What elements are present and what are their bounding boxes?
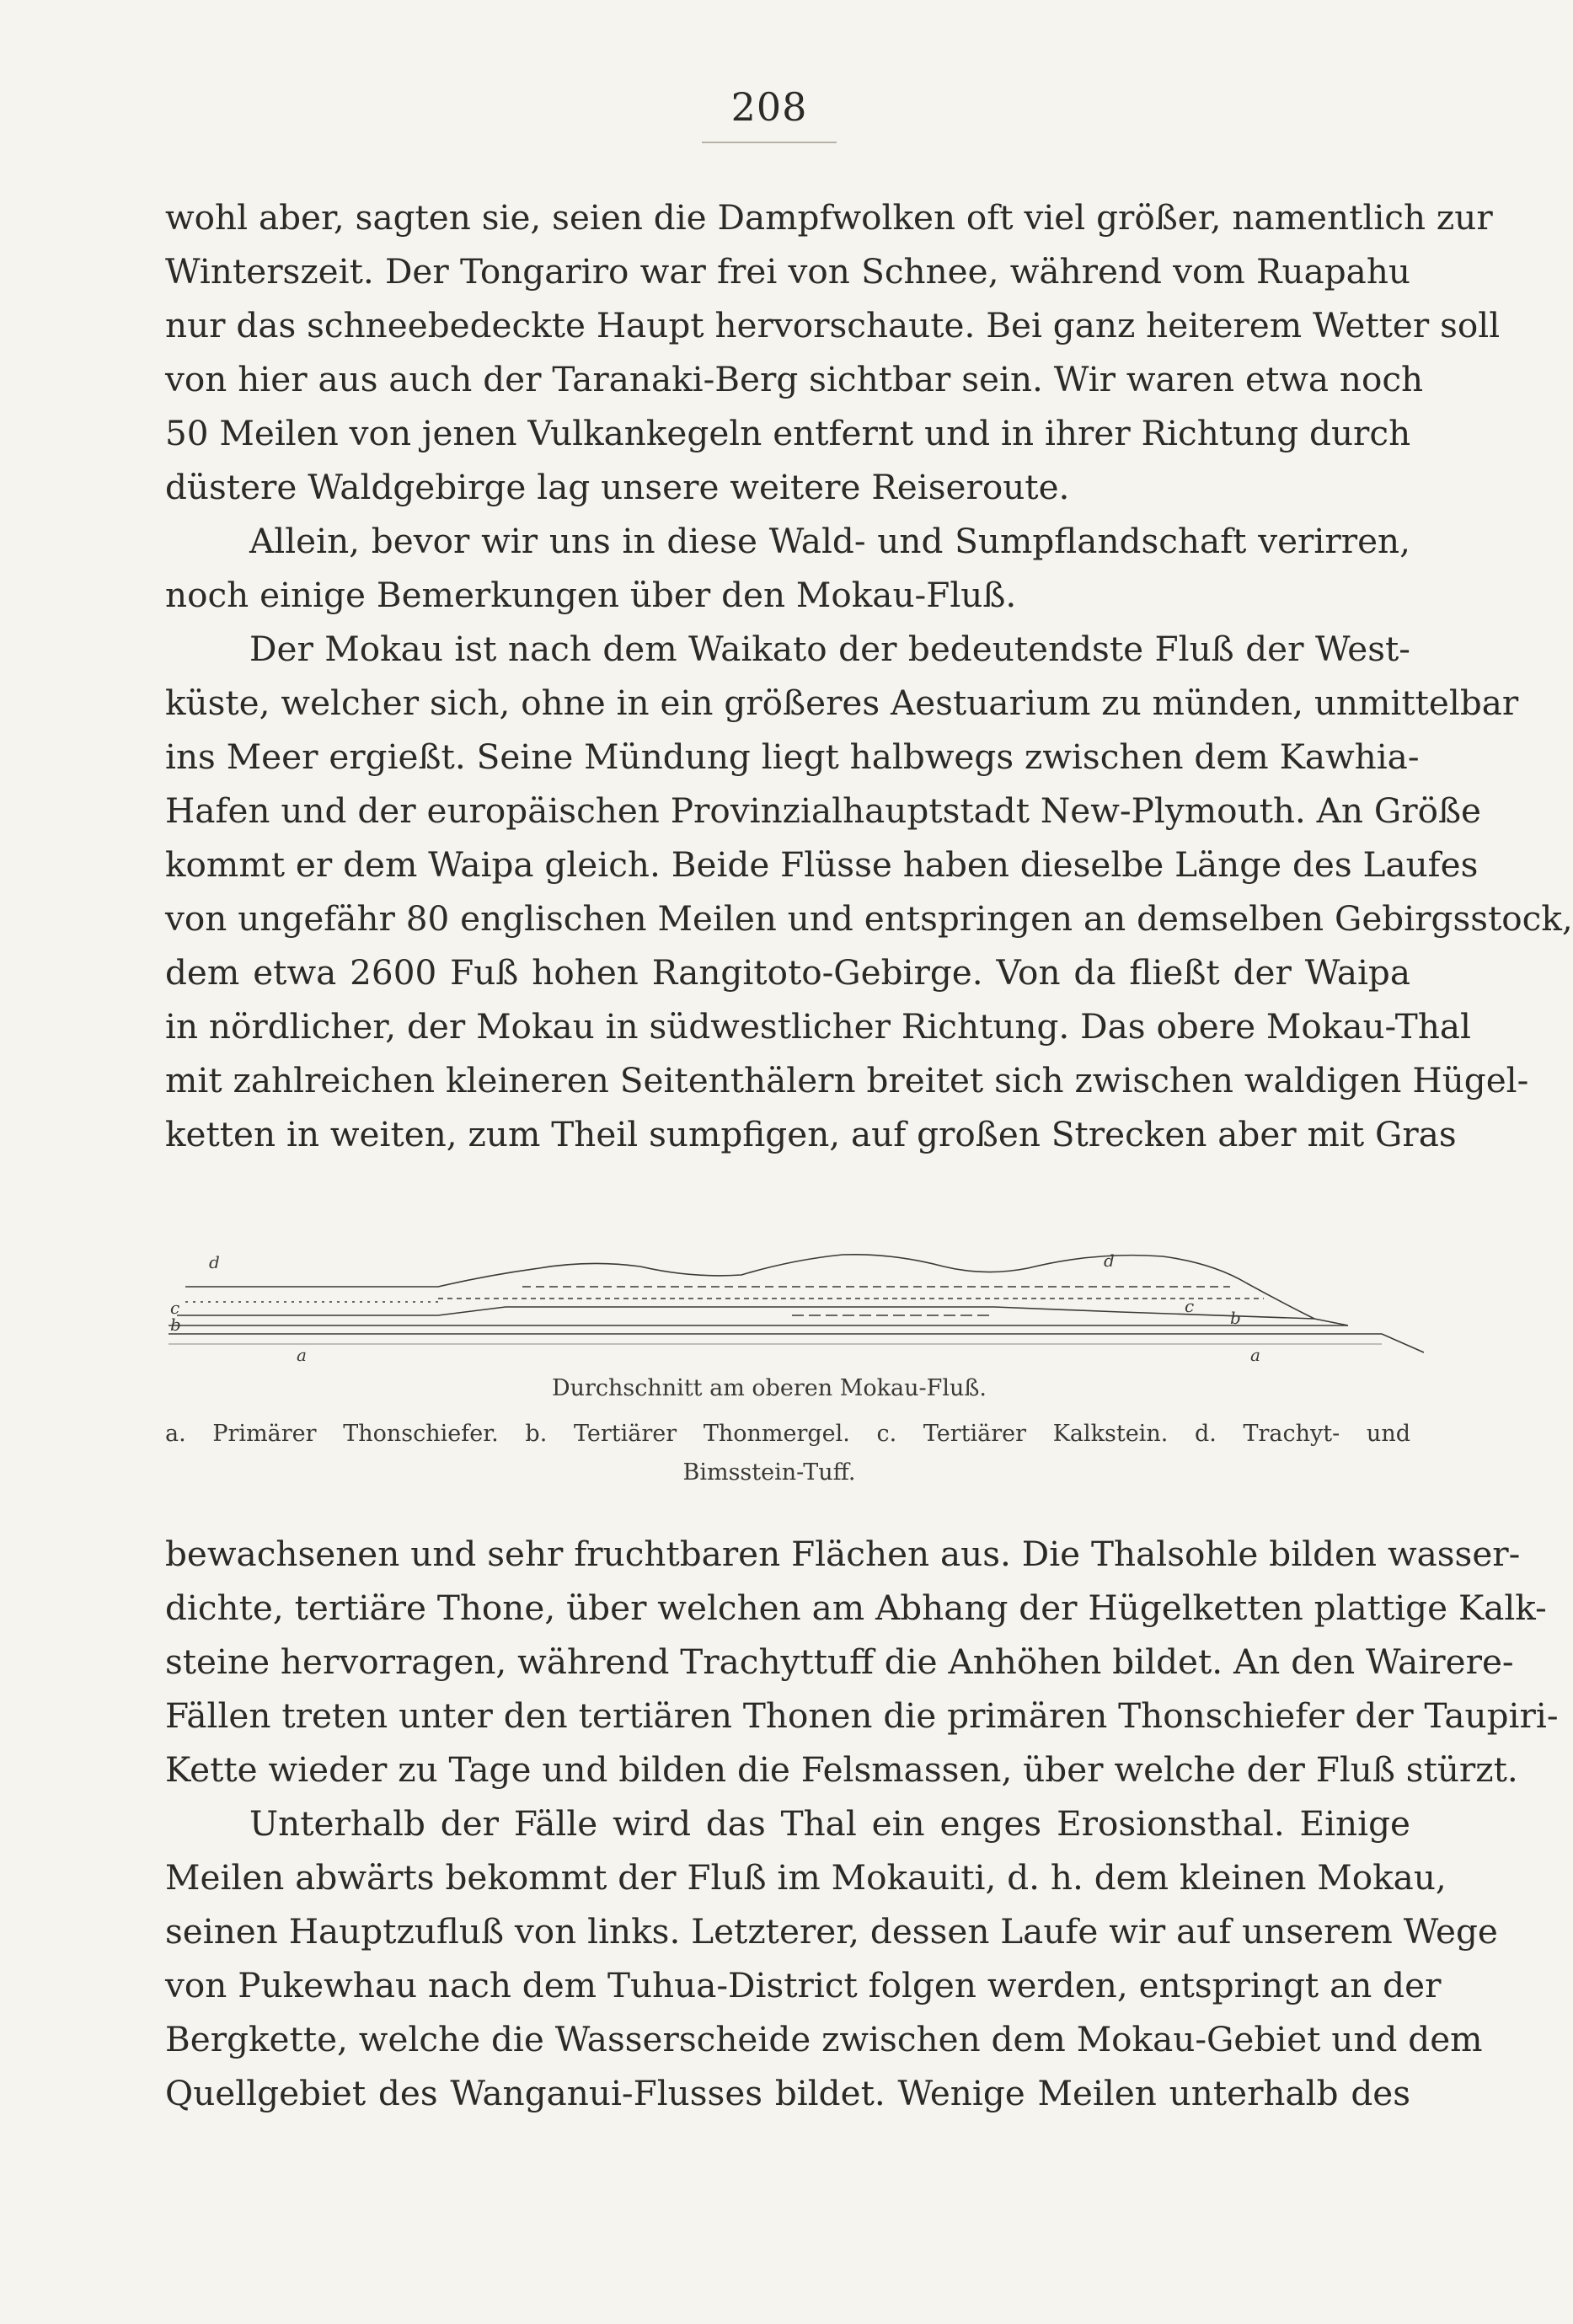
label-c-right: c	[1185, 1296, 1195, 1316]
geological-cross-section	[152, 1234, 1424, 1382]
text-line: in nördlicher, der Mokau in südwestlicher Richtung. Das obere Mokau-Thal	[165, 1006, 1471, 1047]
text-line: Quellgebiet des Wanganui-Flusses bildet. Wenige Meilen unterhalb des	[165, 2073, 1410, 2113]
text-line: wohl aber, sagten sie, seien die Dampfwolken oft viel größer, namentlich zur	[165, 197, 1493, 238]
text-line: Fällen treten unter den tertiären Thonen die primären Thonschiefer der Taupiri-	[165, 1695, 1559, 1736]
text-block-top	[165, 190, 1573, 1161]
label-d-left: d	[209, 1252, 220, 1272]
text-line: Der Mokau ist nach dem Waikato der bedeutendste Fluß der West-	[249, 629, 1410, 669]
text-line: ins Meer ergießt. Seine Mündung liegt halbwegs zwischen dem Kawhia-	[165, 736, 1420, 777]
text-line: von ungefähr 80 englischen Meilen und entspringen an demselben Gebirgsstock,	[165, 898, 1573, 939]
text-line: kommt er dem Waipa gleich. Beide Flüsse haben dieselbe Länge des Laufes	[165, 844, 1479, 885]
label-d-right: d	[1104, 1250, 1115, 1271]
figure-title: Durchschnitt am oberen Mokau-Fluß.	[551, 1375, 987, 1401]
text-line: dichte, tertiäre Thone, über welchen am Abhang der Hügelketten plattige Kalk-	[165, 1588, 1547, 1628]
text-line: Kette wieder zu Tage und bilden die Felsmassen, über welche der Fluß stürzt.	[165, 1749, 1518, 1790]
text-line: seinen Hauptzufluß von links. Letzterer, dessen Laufe wir auf unserem Wege	[165, 1911, 1498, 1952]
text-line: bewachsenen und sehr fruchtbaren Flächen aus. Die Thalsohle bilden wasser-	[165, 1534, 1521, 1574]
figure-legend-line1: a. Primärer Thonschiefer. b. Tertiärer Thonmergel. c. Tertiärer Kalkstein. d. Trachyt- und	[165, 1421, 1410, 1447]
text-line: von hier aus auch der Taranaki-Berg sichtbar sein. Wir waren etwa noch	[165, 359, 1424, 399]
label-b-left: b	[170, 1315, 181, 1335]
text-line: Hafen und der europäischen Provinzialhauptstadt New-Plymouth. An Größe	[165, 790, 1481, 831]
text-line: von Pukewhau nach dem Tuhua-District folgen werden, entspringt an der	[165, 1965, 1442, 2005]
label-a-right: a	[1250, 1345, 1260, 1365]
text-line: noch einige Bemerkungen über den Mokau-Fluß.	[165, 575, 1017, 615]
label-c-left: c	[170, 1298, 180, 1318]
text-line: Meilen abwärts bekommt der Fluß im Mokauiti, d. h. dem kleinen Mokau,	[165, 1857, 1447, 1898]
text-line: Allein, bevor wir uns in diese Wald- und Sumpflandschaft verirren,	[249, 521, 1410, 561]
label-b-right: b	[1230, 1308, 1241, 1328]
text-line: nur das schneebedeckte Haupt hervorschaute. Bei ganz heiterem Wetter soll	[165, 305, 1501, 345]
text-line: küste, welcher sich, ohne in ein größeres Aestuarium zu münden, unmittelbar	[165, 683, 1519, 723]
page-number: 208	[730, 84, 808, 130]
hatching-primary-schist	[169, 1334, 1382, 1344]
text-line: Bergkette, welche die Wasserscheide zwischen dem Mokau-Gebiet und dem	[165, 2019, 1483, 2059]
label-a-left: a	[297, 1345, 307, 1365]
header-rule	[702, 142, 837, 143]
text-line: steine hervorragen, während Trachyttuff die Anhöhen bildet. An den Wairere-	[165, 1641, 1514, 1682]
text-line: 50 Meilen von jenen Vulkankegeln entfernt und in ihrer Richtung durch	[165, 413, 1411, 453]
text-line: düstere Waldgebirge lag unsere weitere Reiseroute.	[165, 467, 1070, 507]
text-line: dem etwa 2600 Fuß hohen Rangitoto-Gebirge. Von da fließt der Waipa	[165, 952, 1410, 993]
text-block-bottom	[165, 1527, 1559, 2120]
text-line: ketten in weiten, zum Theil sumpfigen, auf großen Strecken aber mit Gras	[165, 1114, 1457, 1154]
text-line: mit zahlreichen kleineren Seitenthälern breitet sich zwischen waldigen Hügel-	[165, 1060, 1529, 1100]
text-line: Unterhalb der Fälle wird das Thal ein enges Erosionsthal. Einige	[249, 1803, 1410, 1844]
text-line: Winterszeit. Der Tongariro war frei von Schnee, während vom Ruapahu	[165, 251, 1410, 292]
figure-legend-line2: Bimsstein-Tuff.	[682, 1459, 856, 1486]
